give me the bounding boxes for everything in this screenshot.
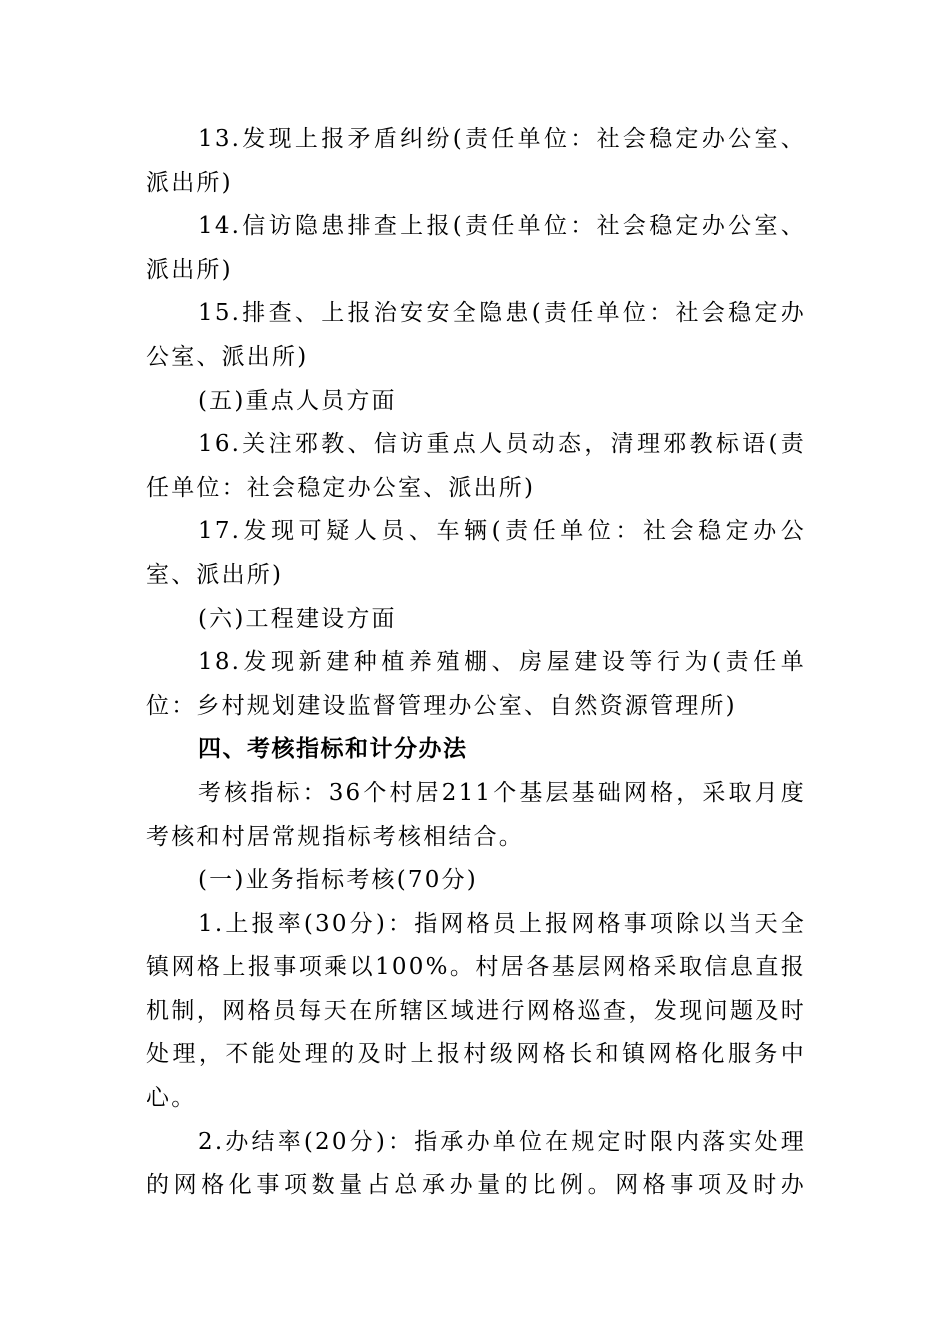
item-16-paragraph: 16.关注邪教、信访重点人员动态，清理邪教标语(责任单位：社会稳定办公室、派出所) [146, 431, 806, 501]
item-15-paragraph: 15.排查、上报治安安全隐患(责任单位：社会稳定办公室、派出所) [146, 300, 806, 370]
item-14-paragraph: 14.信访隐患排查上报(责任单位：社会稳定办公室、派出所) [146, 213, 806, 283]
section-6-heading: (六)工程建设方面 [198, 605, 397, 632]
reporting-rate-paragraph: 1.上报率(30分)：指网格员上报网格事项除以当天全镇网格上报事项乘以100%。村居各基层网格采取信息直报机制，网格员每天在所辖区域进行网格巡查，发现问题及时处理，不能处理的及时上报村级网格长和镇网格化服务中心。 [146, 910, 806, 1112]
completion-rate-paragraph: 2.办结率(20分)：指承办单位在规定时限内落实处理的网格化事项数量占总承办量的比例。网格事项及时办 [146, 1128, 806, 1199]
item-13-paragraph: 13.发现上报矛盾纠纷(责任单位：社会稳定办公室、派出所) [146, 126, 806, 196]
item-17-paragraph: 17.发现可疑人员、车辆(责任单位：社会稳定办公室、派出所) [146, 518, 806, 588]
item-18-paragraph: 18.发现新建种植养殖棚、房屋建设等行为(责任单位：乡村规划建设监督管理办公室、自然资源管理所) [146, 649, 806, 719]
assessment-indicator-paragraph: 考核指标：36个村居211个基层基础网格，采取月度考核和村居常规指标考核相结合。 [146, 779, 806, 850]
section-5-heading: (五)重点人员方面 [198, 387, 397, 414]
business-indicator-heading: (一)业务指标考核(70分) [198, 867, 478, 894]
chapter-4-heading: 四、考核指标和计分办法 [198, 736, 468, 763]
document-page [146, 118, 806, 1208]
